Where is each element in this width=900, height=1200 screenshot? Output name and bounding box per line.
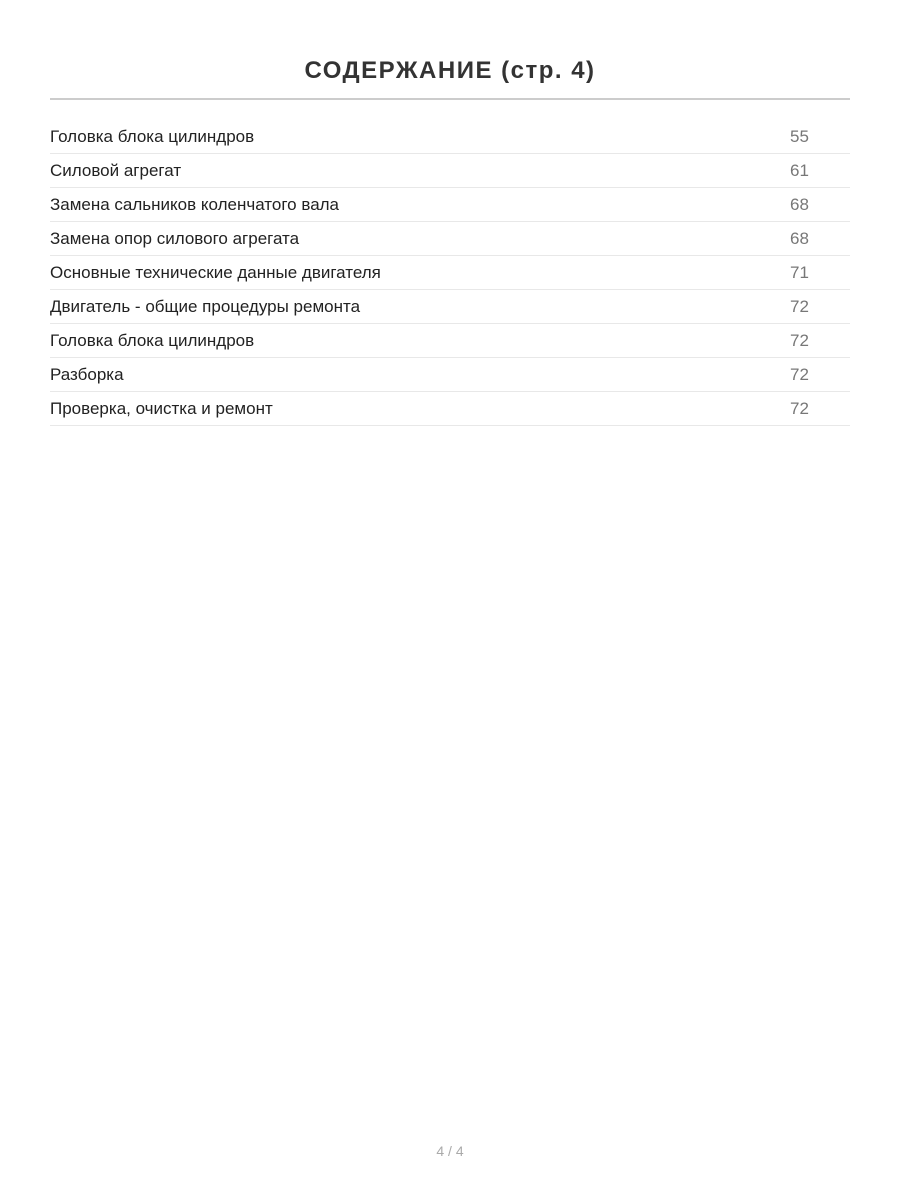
toc-entry-title[interactable]: Замена опор силового агрегата xyxy=(50,228,300,248)
toc-entry-page: 61 xyxy=(790,160,809,180)
toc-entry-page: 71 xyxy=(790,262,809,282)
toc-entry[interactable] xyxy=(50,358,850,392)
toc-entry-page: 72 xyxy=(790,296,809,316)
toc-entry[interactable] xyxy=(50,154,850,188)
toc-entry-page: 72 xyxy=(790,398,809,418)
toc-entry-title[interactable]: Головка блока цилиндров xyxy=(50,126,255,146)
toc-entry-title[interactable]: Силовой агрегат xyxy=(50,160,182,180)
title-divider xyxy=(50,98,850,100)
toc-entry[interactable] xyxy=(50,290,850,324)
toc-entry-page: 72 xyxy=(790,330,809,350)
toc-entry-title[interactable]: Разборка xyxy=(50,364,124,384)
toc-entry-title[interactable]: Замена сальников коленчатого вала xyxy=(50,194,340,214)
toc-entry[interactable] xyxy=(50,256,850,290)
table-of-contents xyxy=(50,120,850,426)
toc-entry[interactable] xyxy=(50,120,850,154)
toc-entry-page: 68 xyxy=(790,194,809,214)
toc-entry[interactable] xyxy=(50,188,850,222)
toc-entry-page: 55 xyxy=(790,126,809,146)
page-title: СОДЕРЖАНИЕ (стр. 4) xyxy=(304,57,596,85)
toc-entry-page: 72 xyxy=(790,364,809,384)
toc-entry-title[interactable]: Двигатель - общие процедуры ремонта xyxy=(50,296,361,316)
page-indicator: 4 / 4 xyxy=(436,1143,464,1159)
toc-entry-title[interactable]: Основные технические данные двигателя xyxy=(50,262,381,282)
toc-entry[interactable] xyxy=(50,392,850,426)
toc-entry-title[interactable]: Головка блока цилиндров xyxy=(50,330,255,350)
toc-entry-title[interactable]: Проверка, очистка и ремонт xyxy=(50,398,273,418)
toc-entry-page: 68 xyxy=(790,228,809,248)
toc-entry[interactable] xyxy=(50,324,850,358)
toc-entry[interactable] xyxy=(50,222,850,256)
